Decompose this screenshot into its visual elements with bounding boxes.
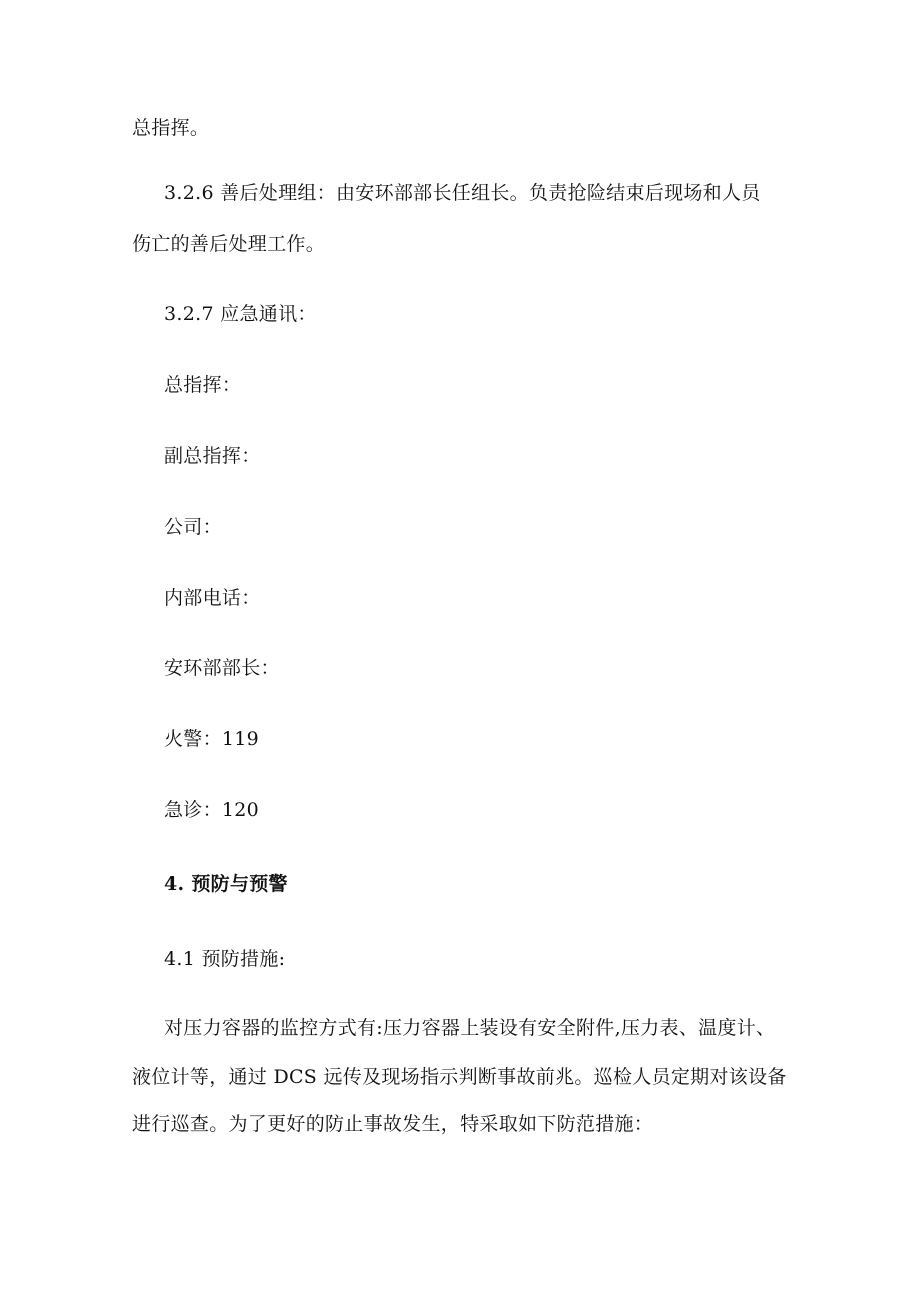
text-line-commander-end: 总指挥。	[132, 117, 210, 139]
contact-deputy-commander: 副总指挥：	[164, 445, 261, 467]
paragraph-line-2: 液位计等，通过 DCS 远传及现场指示判断事故前兆。巡检人员定期对该设备	[132, 1066, 787, 1088]
contact-commander: 总指挥：	[164, 374, 242, 396]
contact-internal-phone: 内部电话：	[164, 587, 261, 609]
contact-fire-alarm: 火警：119	[164, 728, 260, 750]
section-4-1-heading: 4.1 预防措施:	[164, 948, 286, 970]
paragraph-line-3: 进行巡查。为了更好的防止事故发生，特采取如下防范措施：	[132, 1113, 654, 1135]
contact-emergency: 急诊：120	[164, 799, 260, 821]
paragraph-line-1: 对压力容器的监控方式有:压力容器上装设有安全附件,压力表、温度计、	[164, 1017, 776, 1039]
contact-company: 公司：	[164, 516, 222, 538]
section-4-heading: 4. 预防与预警	[164, 873, 288, 895]
section-3-2-7-heading: 3.2.7 应急通讯：	[164, 303, 317, 325]
contact-safety-manager: 安环部部长：	[164, 657, 280, 679]
section-3-2-6-heading: 3.2.6 善后处理组：由安环部部长任组长。负责抢险结束后现场和人员	[164, 182, 761, 204]
section-3-2-6-continuation: 伤亡的善后处理工作。	[132, 233, 326, 255]
